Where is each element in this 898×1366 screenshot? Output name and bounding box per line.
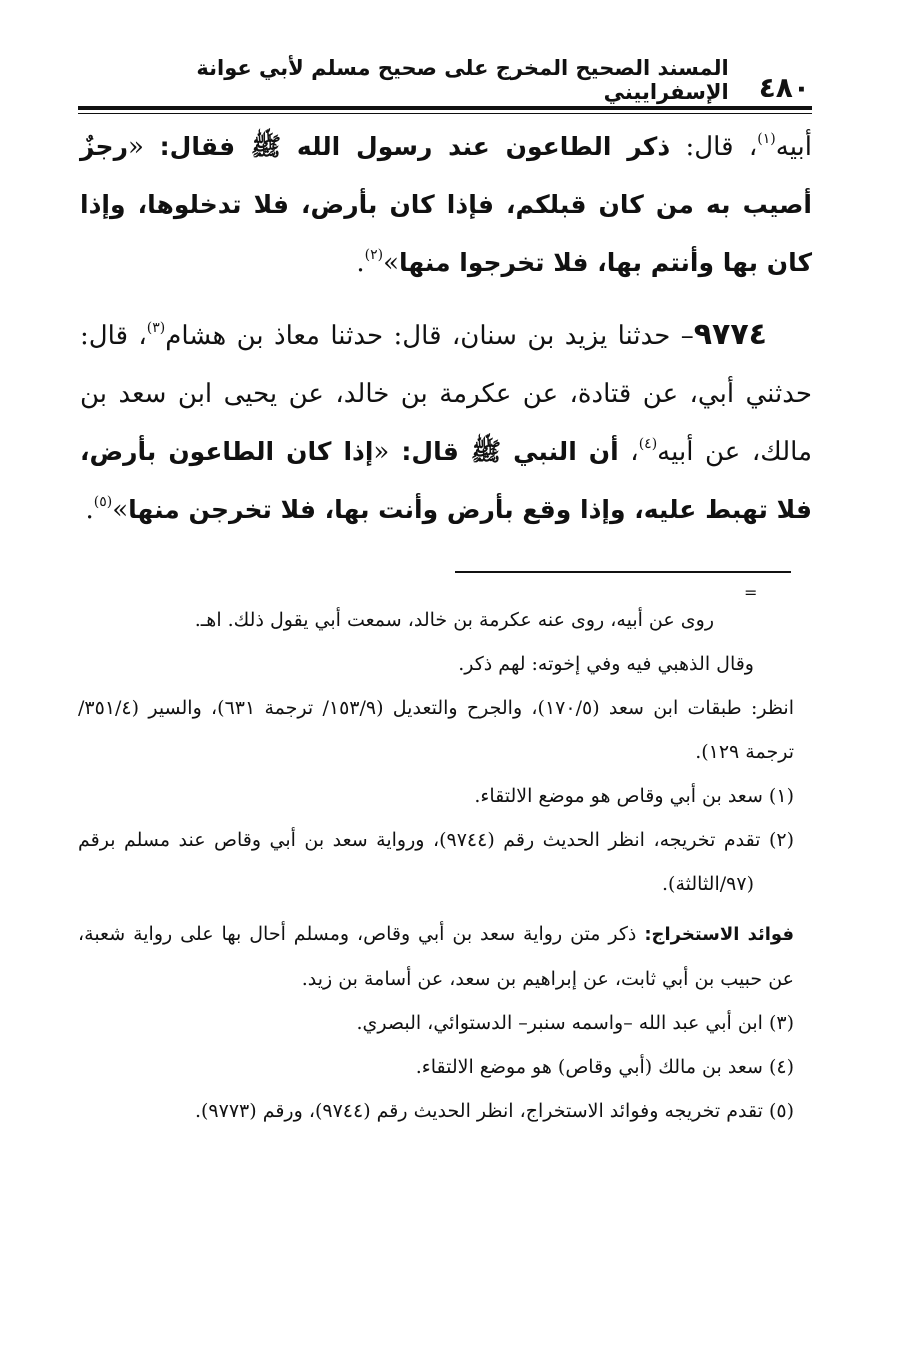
bold-run: أن النبي ﷺ قال:	[389, 437, 619, 466]
footnote-continuation-mark: =	[744, 583, 758, 602]
quote-open: «	[127, 132, 144, 162]
footnote-2: (٢) تقدم تخريجه، انظر الحديث رقم (٩٧٤٤)، ورواية سعد بن أبي وقاص عند مسلم برقم (٩٧/الثالثة).	[78, 829, 794, 895]
page-header	[80, 56, 810, 104]
isnad-text: ، قال: حدثني أبي، عن قتادة، عن عكرمة بن خالد، عن يحيى ابن سعد بن مالك، عن أبيه	[80, 321, 812, 467]
fawaid-istikhraj	[78, 912, 794, 1001]
paragraph-hadith-9774	[80, 306, 812, 539]
footnote-continued-line: وقال الذهبي فيه وفي إخوته: لهم ذكر.	[458, 653, 754, 675]
fawaid-label: فوائد الاستخراج:	[644, 924, 794, 945]
footnote-continued-line: روى عن أبيه، روى عنه عكرمة بن خالد، سمعت أبي يقول ذلك. اهـ.	[194, 609, 714, 631]
footnote-ref-2: (٢)	[364, 247, 384, 263]
text-run: .	[85, 495, 94, 525]
text-run: أبيه	[775, 132, 812, 162]
running-title: المسند الصحيح المخرج على صحيح مسلم لأبي عوانة الإسفراييني	[196, 56, 729, 104]
hadith-number: ٩٧٧٤	[693, 317, 767, 352]
header-rule-thick	[78, 106, 812, 110]
footnote-ref-1: (١)	[757, 131, 776, 147]
paragraph-hadith-end	[80, 118, 812, 292]
text-run: ، قال:	[670, 132, 758, 162]
footnote-continued-sources: انظر: طبقات ابن سعد (١٧٠/٥)، والجرح والتعديل (١٥٣/٩/ ترجمة ٦٣١)، والسير (٣٥١/٤/ ترجمة ١٢٩).	[78, 697, 794, 763]
quote-open: «	[373, 437, 390, 467]
hadith-matn: رجزٌ أصيب به من كان قبلكم، فإذا كان بأرض، فلا تدخلوها، وإذا كان بها وأنتم بها، فلا تخرجوا منها	[80, 132, 812, 277]
text-run: .	[356, 248, 365, 278]
footnote-ref-3: (٣)	[146, 320, 166, 336]
footnote-ref-5: (٥)	[93, 494, 113, 510]
bold-run: ذكر الطاعون عند رسول الله ﷺ فقال:	[143, 132, 671, 161]
footnote-ref-4: (٤)	[638, 436, 658, 452]
footnote-5: (٥) تقدم تخريجه وفوائد الاستخراج، انظر الحديث رقم (٩٧٤٤)، ورقم (٩٧٧٣).	[194, 1100, 794, 1122]
footnote-3: (٣) ابن أبي عبد الله –واسمه سنبر– الدستوائي، البصري.	[356, 1012, 794, 1034]
hadith-matn: إذا كان الطاعون بأرض، فلا تهبط عليه، وإذا وقع بأرض وأنت بها، فلا تخرجن منها	[80, 437, 812, 524]
header-rule-thin	[78, 113, 812, 114]
page-number: ٤٨٠	[758, 71, 810, 104]
text-run: ،	[618, 437, 639, 467]
footnotes	[78, 598, 794, 1133]
footnote-separator	[455, 571, 791, 573]
main-text	[80, 118, 812, 539]
footnote-4: (٤) سعد بن مالك (أبي وقاص) هو موضع الالتقاء.	[415, 1056, 794, 1078]
isnad-text: – حدثنا يزيد بن سنان، قال: حدثنا معاذ بن هشام	[165, 321, 694, 351]
quote-close: »	[112, 495, 129, 525]
footnote-1: (١) سعد بن أبي وقاص هو موضع الالتقاء.	[474, 785, 794, 807]
fawaid-text: ذكر متن رواية سعد بن أبي وقاص، ومسلم أحال بها على رواية شعبة، عن حبيب بن أبي ثابت، عن إبراهيم بن سعد، عن أسامة بن زيد.	[78, 923, 794, 990]
quote-close: »	[383, 248, 399, 278]
